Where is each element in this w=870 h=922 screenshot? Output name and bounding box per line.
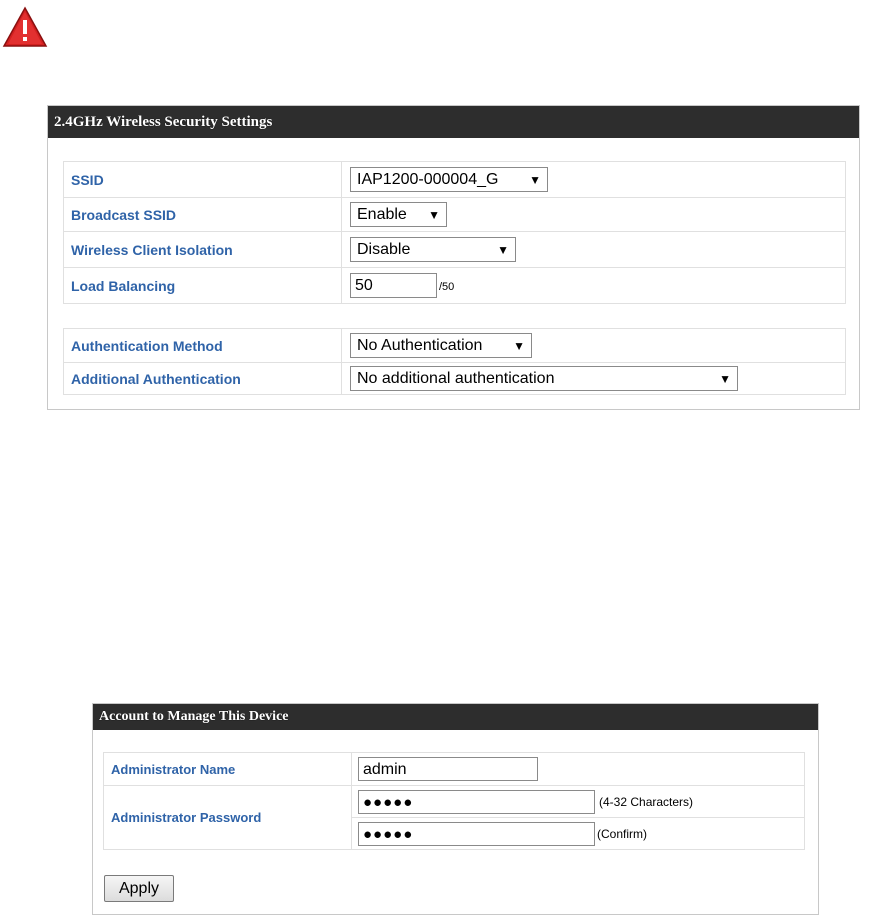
load-balancing-cell: [342, 268, 846, 304]
load-balancing-label: Load Balancing: [64, 268, 342, 304]
wireless-auth-table: [63, 328, 846, 395]
additional-auth-cell: [342, 363, 846, 395]
admin-password-cell: [352, 786, 805, 818]
panel-title: Account to Manage This Device: [99, 709, 289, 724]
admin-password-row: [104, 786, 805, 818]
chevron-down-icon: ▼: [497, 242, 509, 257]
apply-button[interactable]: Apply: [104, 875, 174, 902]
client-isolation-select[interactable]: [350, 237, 516, 262]
password-length-hint: (4-32 Characters): [599, 794, 694, 809]
wireless-basic-table: [63, 161, 846, 304]
chevron-down-icon: ▼: [513, 338, 525, 353]
broadcast-ssid-select[interactable]: [350, 202, 447, 227]
admin-password-input[interactable]: ●●●●●: [358, 790, 595, 814]
auth-method-cell: [342, 329, 846, 363]
additional-auth-select[interactable]: [350, 366, 738, 391]
ssid-label: SSID: [64, 162, 342, 198]
auth-method-select[interactable]: [350, 333, 532, 358]
ssid-select-value: IAP1200-000004_G: [357, 170, 499, 188]
broadcast-ssid-row: [64, 198, 846, 232]
load-balancing-row: [64, 268, 846, 304]
broadcast-ssid-cell: [342, 198, 846, 232]
confirm-password-input[interactable]: ●●●●●: [358, 822, 595, 846]
warning-triangle-icon: [2, 6, 48, 48]
ssid-cell: [342, 162, 846, 198]
additional-auth-row: [64, 363, 846, 395]
admin-name-row: [104, 753, 805, 786]
client-isolation-row: [64, 232, 846, 268]
account-table: [103, 752, 805, 850]
confirm-password-cell: [352, 818, 805, 850]
client-isolation-label: Wireless Client Isolation: [64, 232, 342, 268]
additional-auth-label: Additional Authentication: [64, 363, 342, 395]
chevron-down-icon: ▼: [529, 172, 541, 187]
account-panel: [92, 703, 819, 915]
chevron-down-icon: ▼: [428, 207, 440, 222]
client-isolation-select-value: Disable: [357, 240, 411, 258]
broadcast-ssid-label: Broadcast SSID: [64, 198, 342, 232]
load-balancing-input[interactable]: 50: [350, 273, 437, 298]
auth-method-select-value: No Authentication: [357, 336, 483, 354]
admin-name-label: Administrator Name: [104, 753, 352, 786]
auth-method-row: [64, 329, 846, 363]
confirm-hint: (Confirm): [597, 826, 647, 841]
wireless-security-panel: [47, 105, 860, 410]
account-header: [93, 704, 818, 730]
admin-name-input[interactable]: admin: [358, 757, 538, 781]
auth-method-label: Authentication Method: [64, 329, 342, 363]
wireless-security-header: [48, 106, 859, 138]
ssid-row: [64, 162, 846, 198]
admin-name-cell: [352, 753, 805, 786]
load-balancing-max: /50: [439, 280, 455, 293]
broadcast-ssid-select-value: Enable: [357, 205, 407, 223]
chevron-down-icon: ▼: [719, 371, 731, 386]
client-isolation-cell: [342, 232, 846, 268]
admin-password-label: Administrator Password: [104, 786, 352, 850]
panel-title: 2.4GHz Wireless Security Settings: [54, 113, 273, 130]
ssid-select[interactable]: [350, 167, 548, 192]
additional-auth-select-value: No additional authentication: [357, 369, 555, 387]
